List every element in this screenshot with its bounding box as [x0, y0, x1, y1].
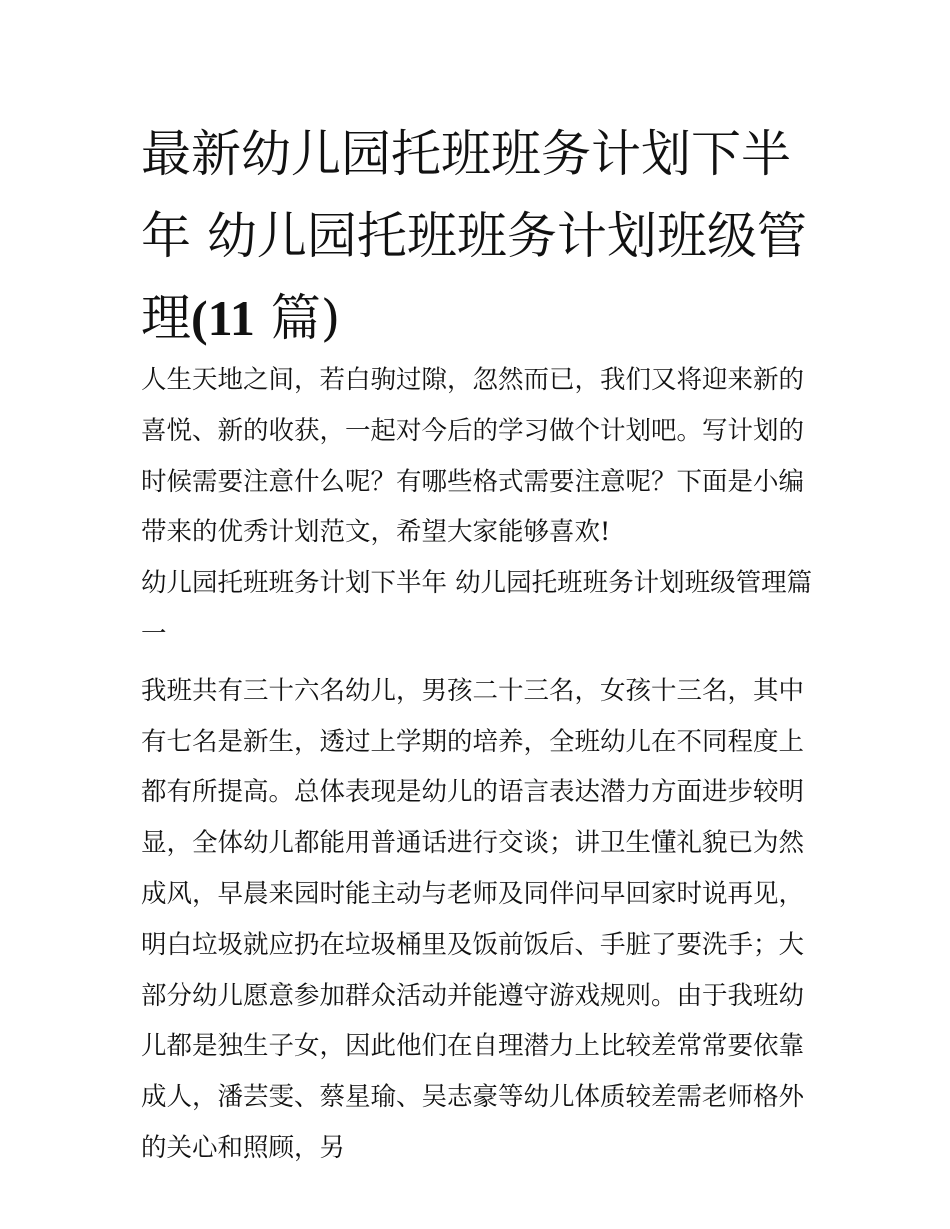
section-paragraph: 我班共有三十六名幼儿，男孩二十三名，女孩十三名，其中有七名是新生，透过上学期的培养，全班幼儿在不同程度上都有所提高。总体表现是幼儿的语言表达潜力方面进步较明显，全体幼儿都能用普通话进行交谈；讲卫生懂礼貌已为然成风，早晨来园时能主动与老师及同伴问早回家时说再见，明白垃圾就应扔在垃圾桶里及饭前饭后、手脏了要洗手；大部分幼儿愿意参加群众活动并能遵守游戏规则。由于我班幼儿都是独生子女，因此他们在自理潜力上比较差常常要依靠成人，潘芸雯、蔡星瑜、吴志豪等幼儿体质较差需老师格外的关心和照顾，另: [141, 675, 805, 1163]
document-body: [141, 355, 815, 1174]
title-tail-text: 篇): [254, 289, 341, 347]
title-main-text: 最新幼儿园托班班务计划下半年 幼儿园托班班务计划班级管理: [141, 125, 807, 347]
section-heading: 幼儿园托班班务计划下半年 幼儿园托班班务计划班级管理篇一: [141, 568, 813, 649]
document-title: [141, 113, 813, 359]
title-count-text: (11: [191, 290, 255, 346]
intro-paragraph: 人生天地之间，若白驹过隙，忽然而已，我们又将迎来新的喜悦、新的收获，一起对今后的学习做个计划吧。写计划的时候需要注意什么呢？有哪些格式需要注意呢？下面是小编带来的优秀计划范文，希望大家能够喜欢!: [141, 365, 805, 548]
